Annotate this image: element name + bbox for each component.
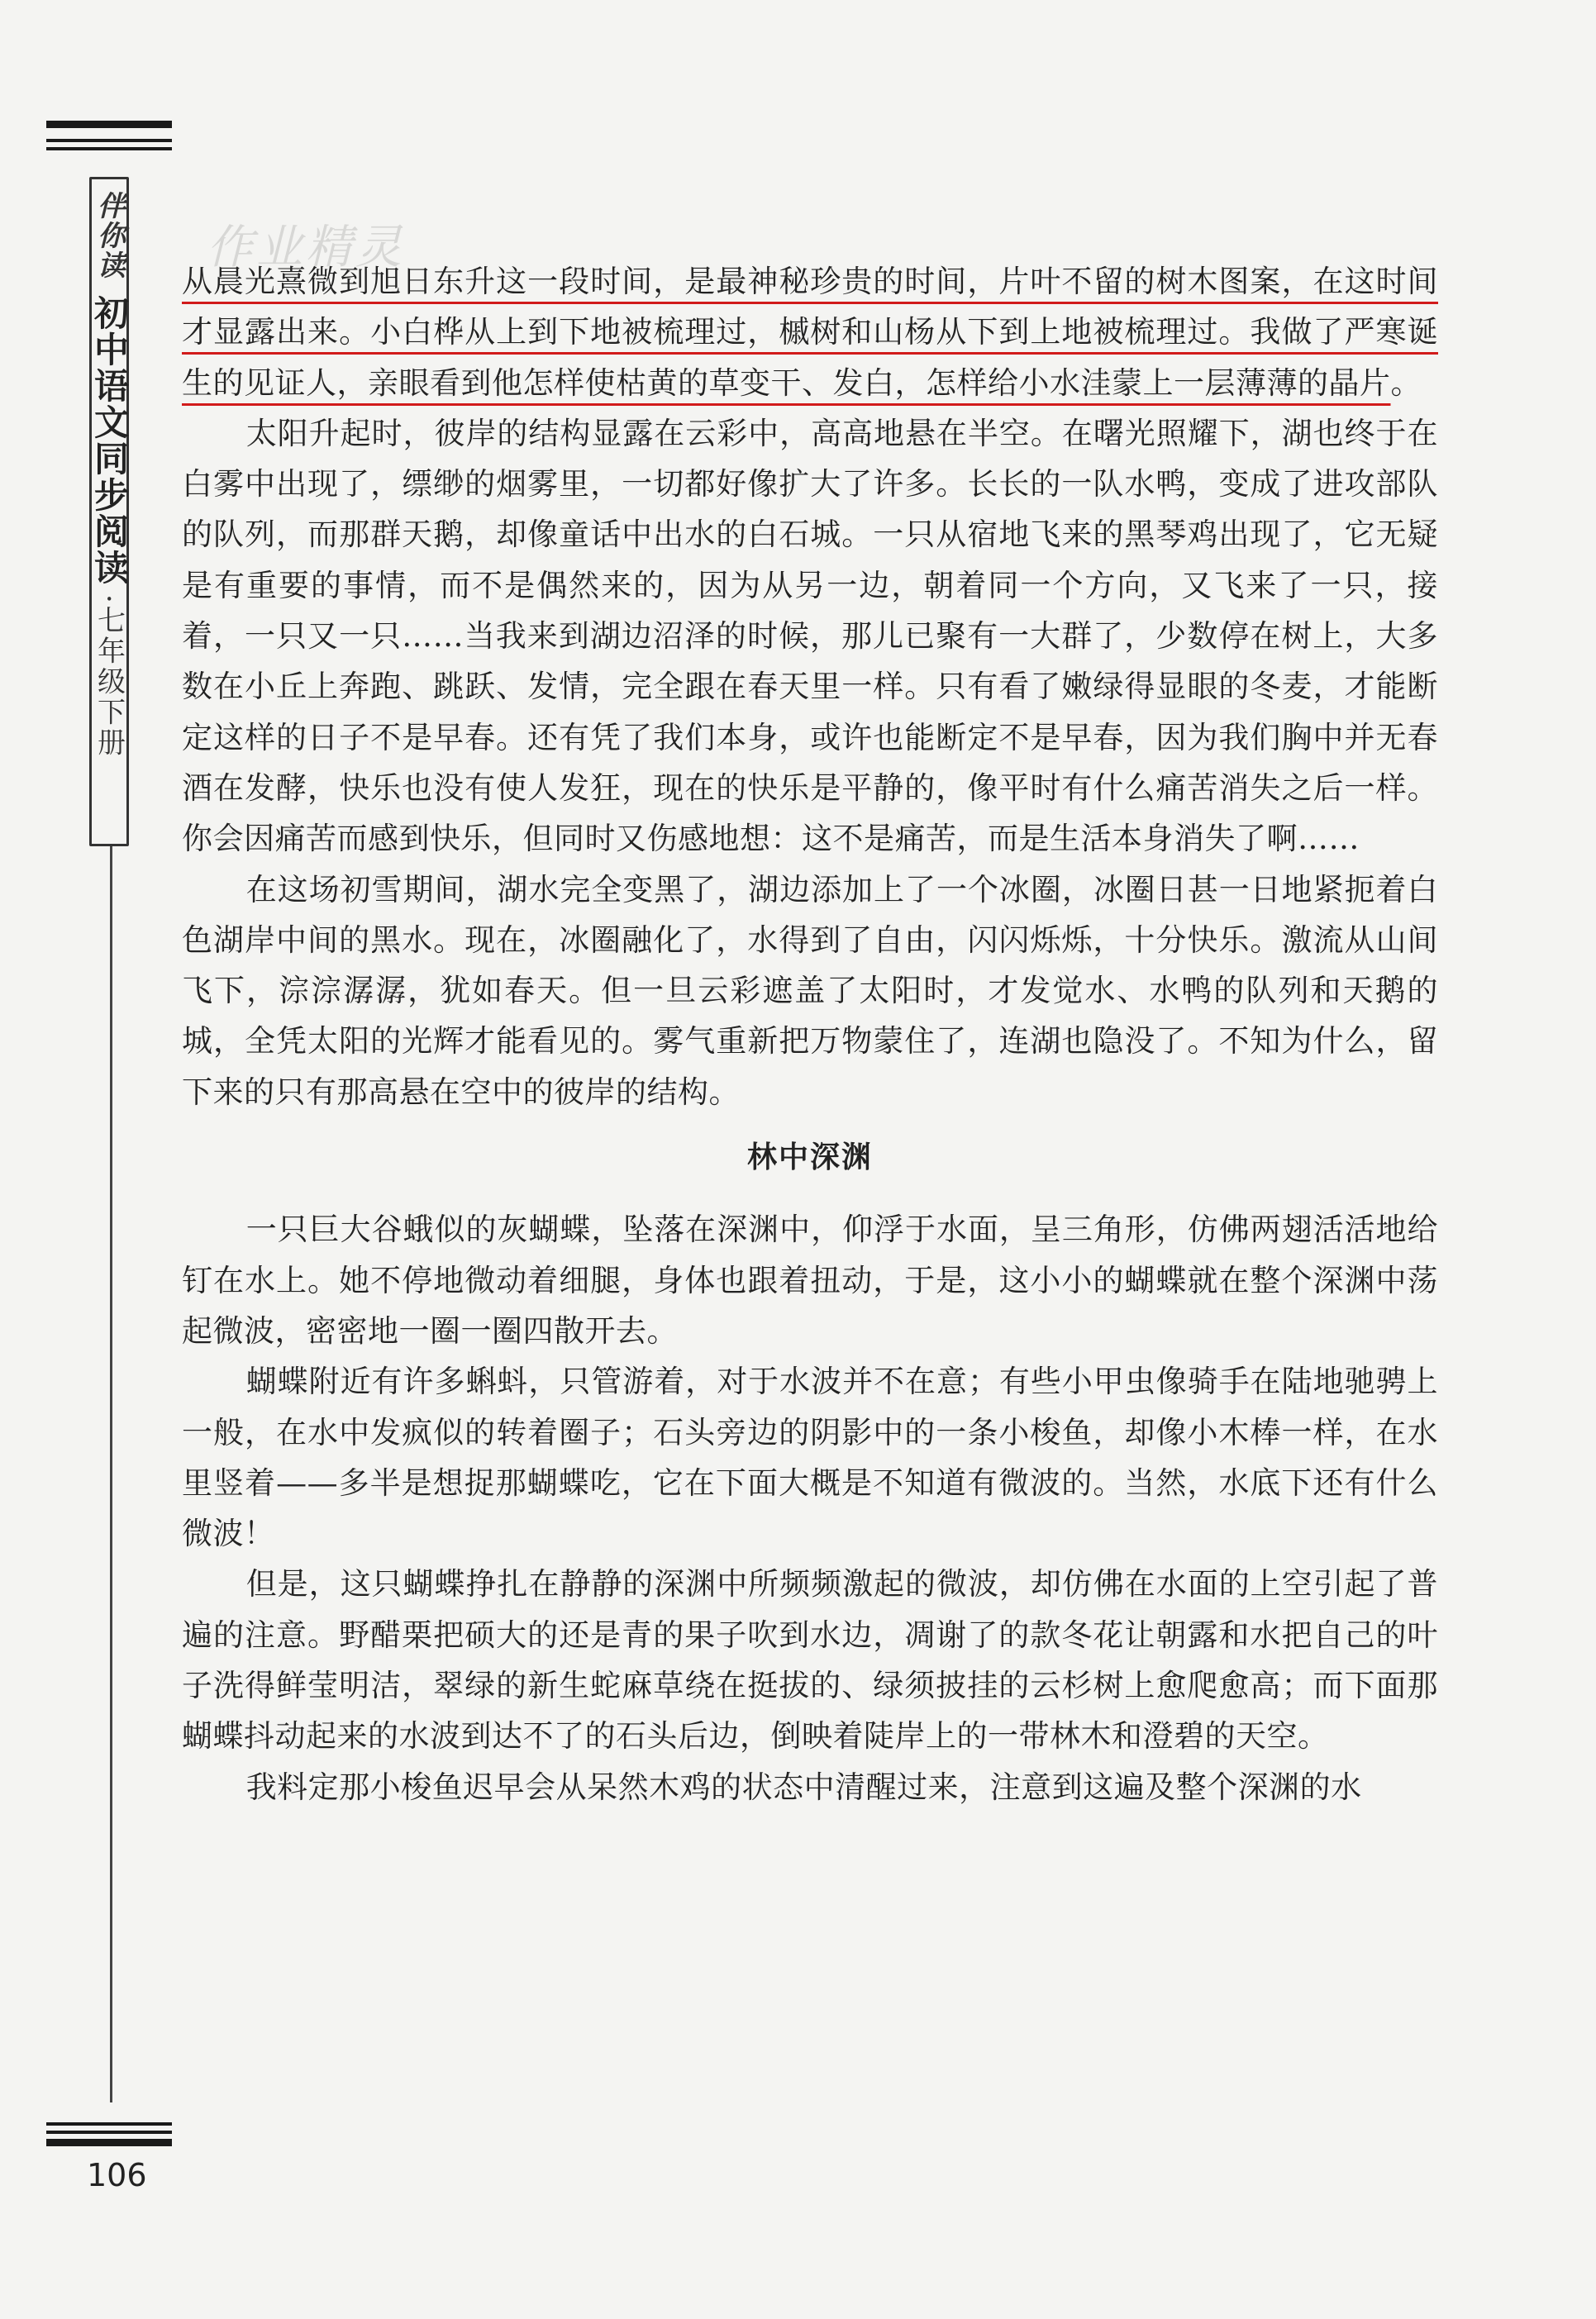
- paragraph-highlighted: [182, 256, 1438, 408]
- article-body: [182, 256, 1438, 1812]
- bottom-rule-thin: [46, 2122, 172, 2126]
- highlighted-tail: 。: [1390, 364, 1422, 401]
- paragraph: 蝴蝶附近有许多蝌蚪，只管游着，对于水波并不在意；有些小甲虫像骑手在陆地驰骋上一般，在水中发疯似的转着圈子；石头旁边的阴影中的一条小梭鱼，却像小木棒一样，在水里竖着——多半是想捉那蝴蝶吃，它在下面大概是不知道有微波的。当然，水底下还有什么微波！: [182, 1364, 1438, 1552]
- sidebar-line: [110, 846, 112, 2102]
- bottom-rule-thin-2: [46, 2131, 172, 2134]
- paragraph: 但是，这只蝴蝶挣扎在静静的深渊中所频频激起的微波，却仿佛在水面的上空引起了普遍的注意。野醋栗把硕大的还是青的果子吹到水边，凋谢了的款冬花让朝露和水把自己的叶子洗得鲜莹明洁，翠绿的新生蛇麻草绕在挺拔的、绿须披挂的云杉树上愈爬愈高；而下面那蝴蝶抖动起来的水波到达不了的石头后边，倒映着陡岸上的一带林木和澄碧的天空。: [182, 1566, 1438, 1755]
- watermark-text: 作业精灵: [207, 221, 405, 274]
- section-title: 林中深渊: [746, 1140, 873, 1175]
- top-rule-thin-2: [46, 147, 172, 150]
- grade-label: ·七年级下册: [92, 594, 126, 759]
- bottom-rule-thick: [46, 2139, 172, 2146]
- brand-logo: 伴你读: [92, 191, 126, 280]
- top-rule-thin: [46, 139, 172, 142]
- paragraph: 太阳升起时，彼岸的结构显露在云彩中，高高地悬在半空。在曙光照耀下，湖也终于在白雾中出现了，缥缈的烟雾里，一切都好像扩大了许多。长长的一队水鸭，变成了进攻部队的队列，而那群天鹅，却像童话中出水的白石城。一只从宿地飞来的黑琴鸡出现了，它无疑是有重要的事情，而不是偶然来的，因为从另一边，朝着同一个方向，又飞来了一只，接着，一只又一只……当我来到湖边沼泽的时候，那儿已聚有一大群了，少数停在树上，大多数在小丘上奔跑、跳跃、发情，完全跟在春天里一样。只有看了嫩绿得显眼的冬麦，才能断定这样的日子不是早春。还有凭了我们本身，或许也能断定不是早春，因为我们胸中并无春酒在发酵，快乐也没有使人发狂，现在的快乐是平静的，像平时有什么痛苦消失之后一样。你会因痛苦而感到快乐，但同时又伤感地想：这不是痛苦，而是生活本身消失了啊……: [182, 415, 1438, 857]
- series-title: 初中语文同步阅读: [89, 295, 130, 586]
- series-sidebar: [89, 177, 129, 846]
- highlighted-text: 从晨光熹微到旭日东升这一段时间，是最神秘珍贵的时间，片叶不留的树木图案，在这时间才显露出来。小白桦从上到下地被梳理过，槭树和山杨从下到上地被梳理过。我做了严寒诞生的见证人，亲眼看到他怎样使枯黄的草变干、发白，怎样给小水洼蒙上一层薄薄的晶片: [182, 264, 1438, 401]
- paragraph: 我料定那小梭鱼迟早会从呆然木鸡的状态中清醒过来，注意到这遍及整个深渊的水: [245, 1769, 1362, 1805]
- paragraph: 一只巨大谷蛾似的灰蝴蝶，坠落在深渊中，仰浮于水面，呈三角形，仿佛两翅活活地给钉在水上。她不停地微动着细腿，身体也跟着扭动，于是，这小小的蝴蝶就在整个深渊中荡起微波，密密地一圈一圈四散开去。: [182, 1212, 1438, 1349]
- paragraph: 在这场初雪期间，湖水完全变黑了，湖边添加上了一个冰圈，冰圈日甚一日地紧扼着白色湖岸中间的黑水。现在，冰圈融化了，水得到了自由，闪闪烁烁，十分快乐。激流从山间飞下，淙淙潺潺，犹如春天。但一旦云彩遮盖了太阳时，才发觉水、水鸭的队列和天鹅的城，全凭太阳的光辉才能看见的。雾气重新把万物蒙住了，连湖也隐没了。不知为什么，留下来的只有那高悬在空中的彼岸的结构。: [182, 871, 1438, 1110]
- top-rule-thick: [46, 121, 172, 128]
- page-number: 106: [87, 2157, 147, 2193]
